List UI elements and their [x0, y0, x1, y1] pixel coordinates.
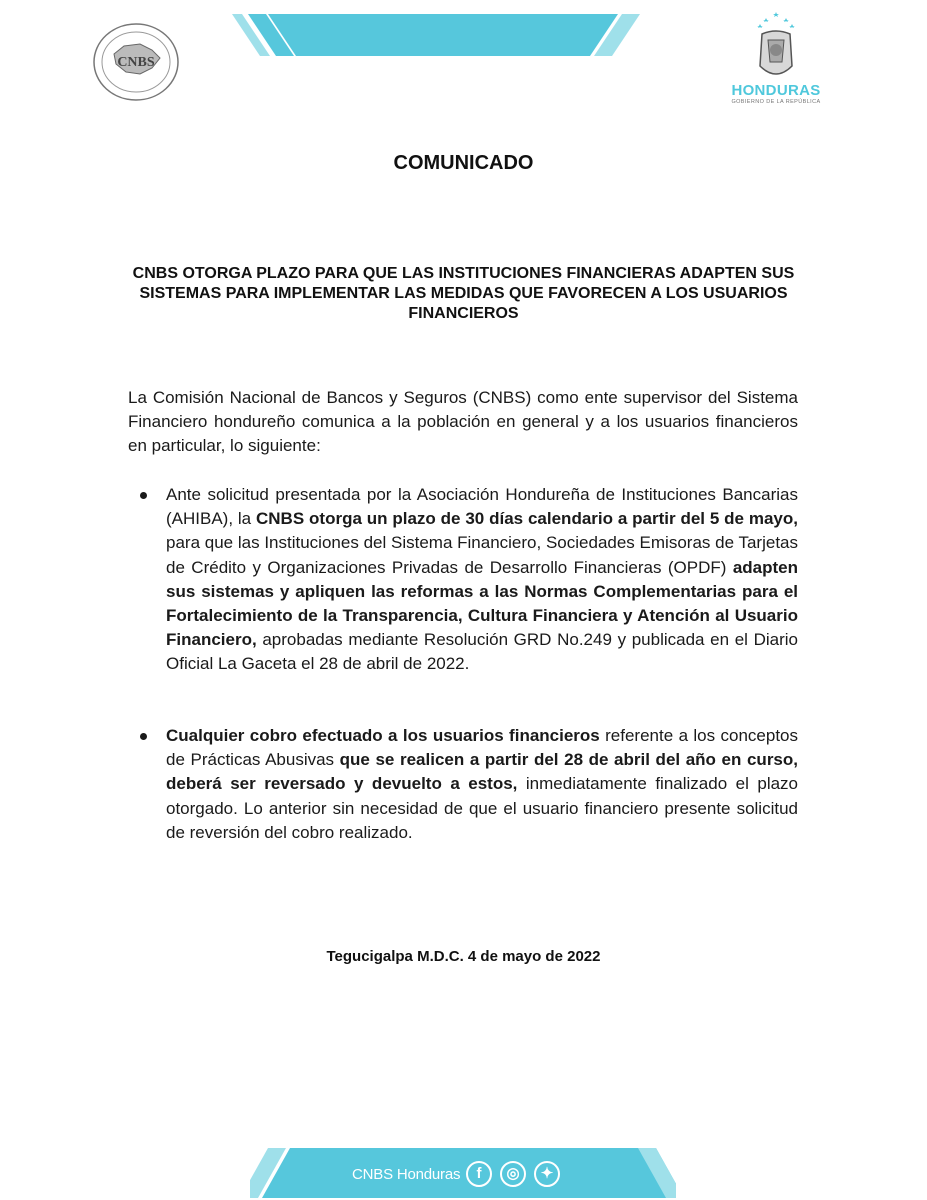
bullet2-text-1: referente a los conceptos de Prácticas Abusivas: [166, 726, 799, 770]
twitter-icon[interactable]: ✦: [534, 1161, 560, 1187]
bullet1-text-2: para que las Instituciones del Sistema Financiero, Sociedades Emisoras de Tarjetas de Crédito y Organizaciones Privadas de Desarrollo Financieras (OPDF): [166, 533, 798, 577]
bullet-dot: [140, 733, 147, 740]
seal-center-text: CNBS: [117, 55, 155, 70]
facebook-icon[interactable]: f: [466, 1161, 492, 1187]
page-title: COMUNICADO: [393, 152, 534, 174]
bullet1-bold-2: adapten sus sistemas y apliquen las reformas a las Normas Complementarias para el Fortalecimiento de la Transparencia, Cultura Financiera y Atención al Usuario Financiero,: [166, 557, 798, 650]
bullet-item-1: [166, 483, 798, 677]
honduras-emblem: [742, 10, 810, 84]
bullet2-bold-1: Cualquier cobro efectuado a los usuarios financieros: [166, 726, 600, 745]
bullet1-bold-1: CNBS otorga un plazo de 30 días calendario a partir del 5 de mayo,: [256, 509, 798, 529]
cnbs-seal-logo: [92, 22, 180, 102]
bullet-dot: [140, 492, 147, 499]
place-date: Tegucigalpa M.D.C. 4 de mayo de 2022: [326, 948, 601, 965]
bullet1-text-3: aprobadas mediante Resolución GRD No.249 y publicada en el Diario Oficial La Gaceta el 28 de abril de 2022.: [166, 630, 798, 674]
bullet-item-2: [166, 724, 798, 845]
honduras-label: HONDURAS: [731, 82, 821, 99]
top-banner-decoration: [232, 14, 648, 56]
bullet1-text-1: Ante solicitud presentada por la Asociación Hondureña de Instituciones Bancarias (AHIBA), la: [166, 485, 798, 529]
footer-label: CNBS Honduras: [352, 1166, 461, 1183]
instagram-icon[interactable]: ◎: [500, 1161, 526, 1187]
government-subtitle: GOBIERNO DE LA REPÚBLICA: [731, 99, 821, 105]
subject-heading: CNBS OTORGA PLAZO PARA QUE LAS INSTITUCIONES FINANCIERAS ADAPTEN SUS SISTEMAS PARA IMPLEMENTAR LAS MEDIDAS QUE FAVORECEN A LOS USUARIOS FINANCIEROS: [132, 265, 795, 322]
bullet2-text-2: inmediatamente finalizado el plazo otorgado. Lo anterior sin necesidad de que el usuario financiero presente solicitud de reversión del cobro realizado.: [166, 774, 799, 842]
intro-paragraph: La Comisión Nacional de Bancos y Seguros (CNBS) como ente supervisor del Sistema Financiero hondureño comunica a la población en general y a los usuarios financieros en particular, lo siguiente:: [128, 388, 798, 455]
footer-banner: [250, 1148, 676, 1198]
bullet2-bold-2: que se realicen a partir del 28 de abril del año en curso, deberá ser reversado y devuelto a estos,: [166, 750, 798, 794]
